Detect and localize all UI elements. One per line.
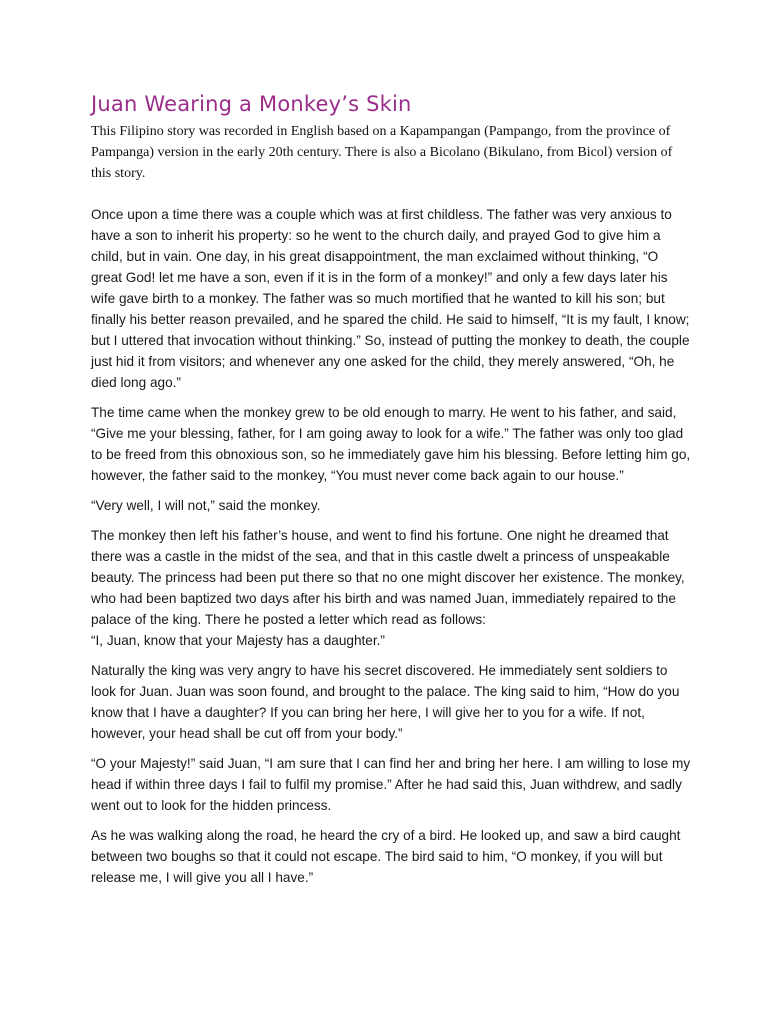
document-title: Juan Wearing a Monkey’s Skin xyxy=(91,92,412,116)
story-paragraph: The monkey then left his father’s house, and went to find his fortune. One night he dreamed that there was a castle in the midst of the sea, and that in this castle dwelt a princess of unspeakable beauty. The princess had been put there so that no one might discover her existence. The monkey, who had been baptized two days after his birth and was named Juan, immediately repaired to the palace of the king. There he posted a letter which read as follows: xyxy=(91,528,685,627)
story-paragraph: As he was walking along the road, he heard the cry of a bird. He looked up, and saw a bird caught between two boughs so that it could not escape. The bird said to him, “O monkey, if you will but release me, I will give you all I have.” xyxy=(91,828,681,885)
story-paragraph: Naturally the king was very angry to have his secret discovered. He immediately sent soldiers to look for Juan. Juan was soon found, and brought to the palace. The king said to him, “How do you know that I have a daughter? If you can bring her here, I will give her to you for a wife. If not, however, your head shall be cut off from your body.” xyxy=(91,663,680,741)
story-paragraph: The time came when the monkey grew to be old enough to marry. He went to his father, and said, “Give me your blessing, father, for I am going away to look for a wife.” The father was only too glad to be freed from this obnoxious son, so he immediately gave him his blessing. Before letting him go, however, the father said to the monkey, “You must never come back again to our house.” xyxy=(91,405,691,483)
intro-paragraph: This Filipino story was recorded in English based on a Kapampangan (Pampango, from the province of Pampanga) version in the early 20th century. There is also a Bicolano (Bikulano, from Bicol) version of this story. xyxy=(91,124,673,181)
story-paragraph: Once upon a time there was a couple which was at first childless. The father was very anxious to have a son to inherit his property: so he went to the church daily, and prayed God to give him a child, but in vain. One day, in his great disappointment, the man exclaimed without thinking, “O great God! let me have a son, even if it is in the form of a monkey!” and only a few days later his wife gave birth to a monkey. The father was so much mortified that he wanted to kill his son; but finally his better reason prevailed, and he spared the child. He said to himself, “It is my fault, I know; but I uttered that invocation without thinking.” So, instead of putting the monkey to death, the couple just hid it from visitors; and whenever any one asked for the child, they merely answered, “Oh, he died long ago.” xyxy=(91,207,690,390)
story-body xyxy=(91,204,691,897)
story-paragraph: “O your Majesty!” said Juan, “I am sure that I can find her and bring her here. I am willing to lose my head if within three days I fail to fulfil my promise.” After he had said this, Juan withdrew, and sadly went out to look for the hidden princess. xyxy=(91,756,691,813)
story-paragraph: “I, Juan, know that your Majesty has a daughter.” xyxy=(91,633,385,648)
story-paragraph: “Very well, I will not,” said the monkey. xyxy=(91,498,321,513)
